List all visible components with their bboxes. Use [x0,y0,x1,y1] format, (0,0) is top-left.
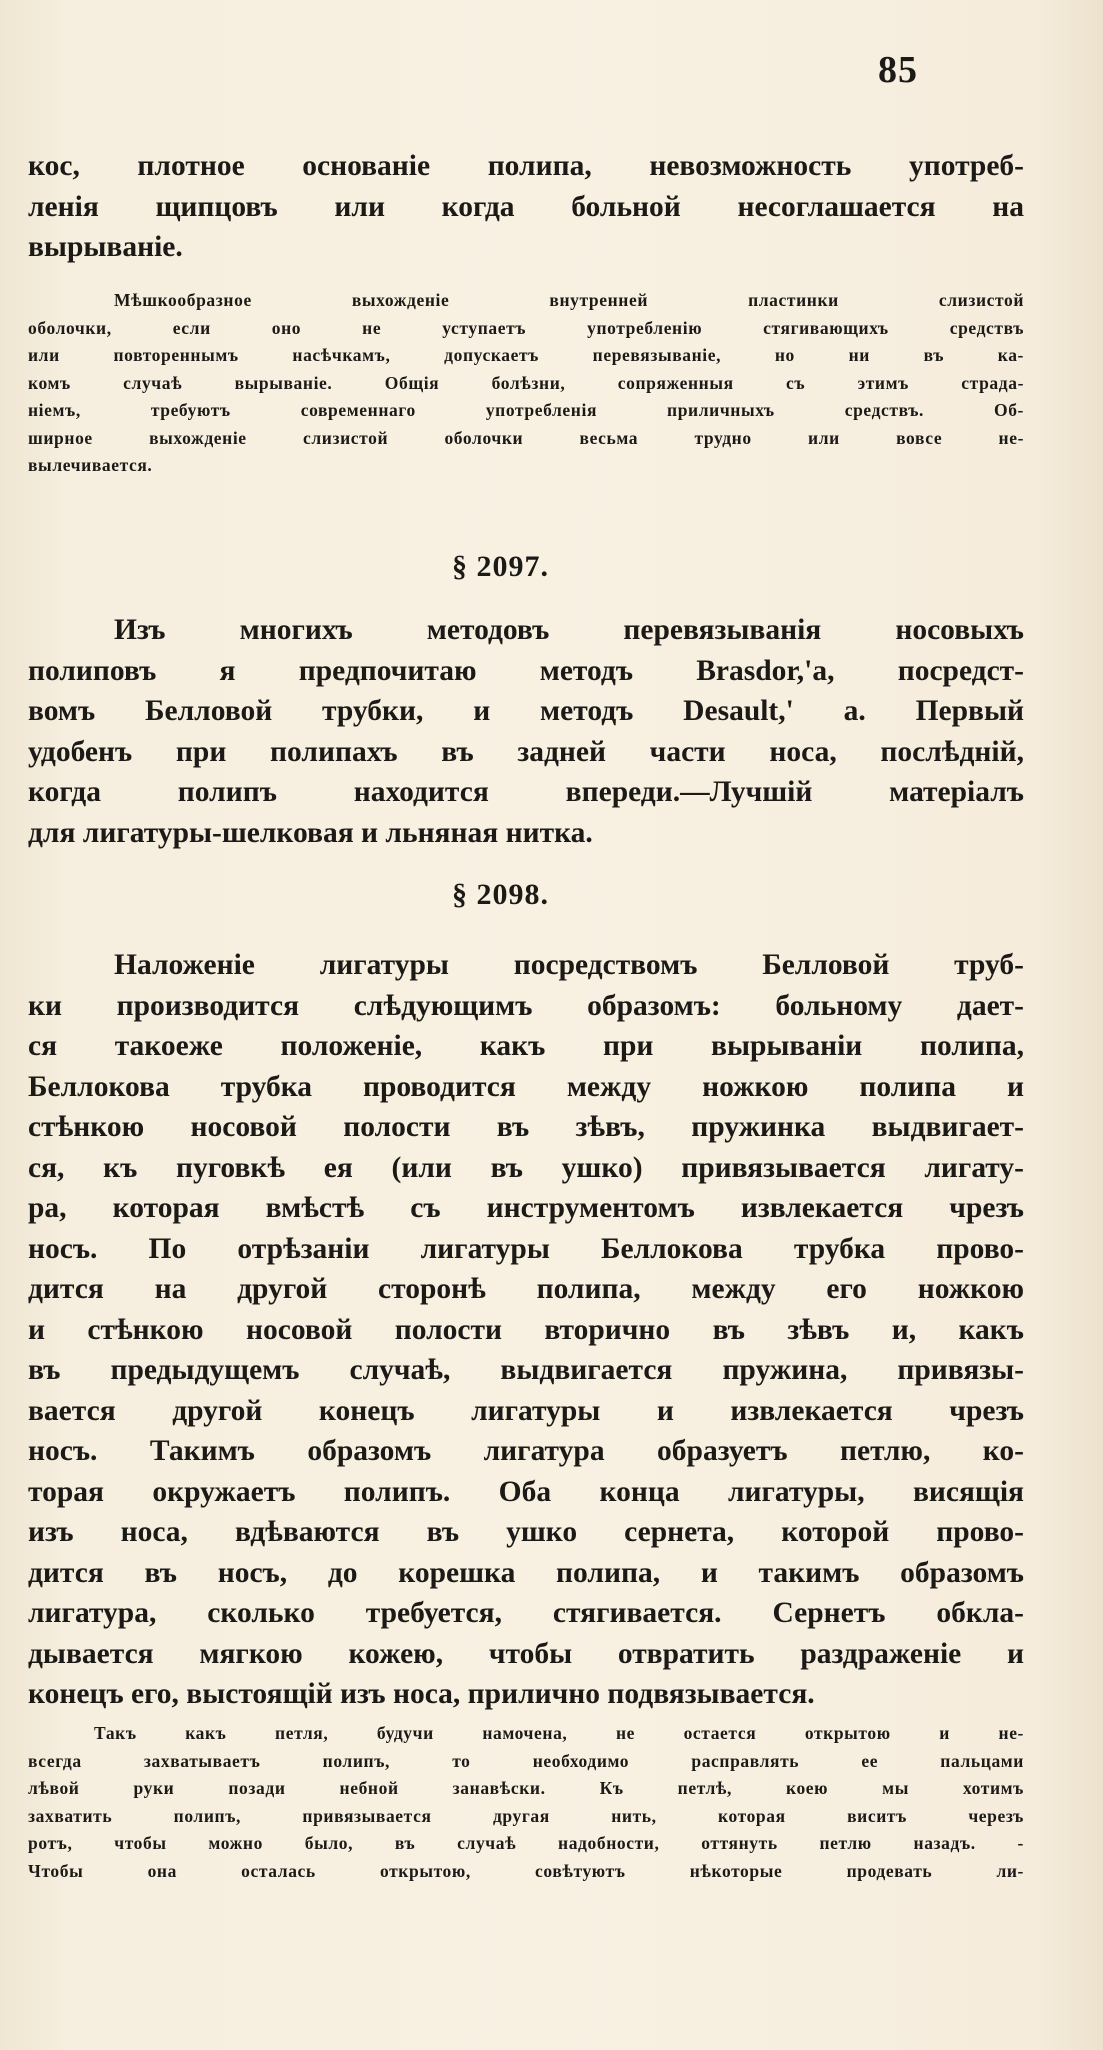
text-line: кос, плотное основаніе полипа, невозможность употреб- [28,150,1024,182]
paragraph-continuation [28,146,1024,268]
text-line: комъ случаѣ вырываніе. Общія болѣзни, сопряженныя съ этимъ страда- [28,372,1024,393]
text-line: Беллокова трубка проводится между ножкою полипа и [28,1070,1024,1103]
text-line: изъ носа, вдѣваются въ ушко сернета, которой прово- [28,1516,1024,1548]
text-line: и стѣнкою носовой полости вторично въ зѣвъ и, какъ [28,1313,1024,1346]
text-line: лѣвой руки позади небной занавѣски. Къ петлѣ, коею мы хотимъ [28,1778,1024,1798]
text-line: полиповъ я предпочитаю методъ Brasdor,'а, посредст- [28,654,1024,687]
text-line: удобенъ при полипахъ въ задней части носа, послѣдній, [28,735,1024,768]
section-2097-body [28,610,1024,853]
text-line: ширное выхожденіе слизистой оболочки весьма трудно или вовсе не- [28,427,1024,448]
page-number: 85 [878,49,918,91]
text-line: оболочки, если оно не уступаетъ употребленію стягивающихъ средствъ [28,317,1024,338]
text-line: носъ. Такимъ образомъ лигатура образуетъ петлю, ко- [28,1435,1024,1467]
text-line: дится на другой сторонѣ полипа, между его ножкою [28,1273,1024,1305]
text-line: вырываніе. [28,231,183,263]
text-line: вается другой конецъ лигатуры и извлекается чрезъ [28,1394,1024,1427]
small-print-note [28,287,1024,480]
text-line: дится въ носъ, до корешка полипа, и такимъ образомъ [28,1556,1024,1589]
text-line: дывается мягкою кожею, чтобы отвратить раздраженіе и [28,1637,1024,1670]
text-line: ніемъ, требуютъ современнаго употребленія приличныхъ средствъ. Об- [28,400,1024,420]
text-line: стѣнкою носовой полости въ зѣвъ, пружинка выдвигает- [28,1111,1024,1143]
text-line: Мѣшкообразное выхожденіе внутренней пластинки слизистой [114,290,1024,310]
text-line: Такъ какъ петля, будучи намочена, не остается открытою и не- [94,1723,1024,1743]
section-heading-2097: § 2097. [452,550,549,583]
text-line: носъ. По отрѣзаніи лигатуры Беллокова трубка прово- [28,1232,1024,1265]
section-2098-body [28,945,1024,1715]
text-line: ки производится слѣдующимъ образомъ: больному дает- [28,989,1024,1022]
text-line: ся, къ пуговкѣ ея (или въ ушко) привязывается лигату- [28,1151,1024,1184]
text-line: въ предыдущемъ случаѣ, выдвигается пружина, привязы- [28,1354,1024,1386]
text-line: когда полипъ находится впереди.—Лучшій матеріалъ [28,776,1024,808]
section-heading-2098: § 2098. [452,878,549,911]
text-line: для лигатуры-шелковая и льняная нитка. [28,816,593,849]
text-line: вомъ Белловой трубки, и методъ Desault,' а. Первый [28,695,1024,727]
text-line: или повтореннымъ насѣчкамъ, допускаетъ перевязываніе, но ни въ ка- [28,345,1024,365]
text-line: Наложеніе лигатуры посредствомъ Белловой труб- [114,949,1024,981]
text-line: конецъ его, выстоящій изъ носа, прилично подвязывается. [28,1678,815,1710]
text-line: лигатура, сколько требуется, стягивается. Сернетъ обкла- [28,1597,1024,1629]
text-line: ротъ, чтобы можно было, въ случаѣ надобности, оттянуть петлю назадъ. - [28,1833,1024,1853]
text-line: Изъ многихъ методовъ перевязыванія носовыхъ [114,614,1024,646]
text-line: ленія щипцовъ или когда больной несоглашается на [28,190,1024,223]
small-print-note [28,1720,1024,1885]
text-line: ра, которая вмѣстѣ съ инструментомъ извлекается чрезъ [28,1192,1024,1224]
text-line: вылечивается. [28,455,153,475]
text-line: ся такоеже положеніе, какъ при вырываніи полипа, [28,1030,1024,1062]
text-line: Чтобы она осталась открытою, совѣтуютъ нѣкоторые продевать ли- [28,1860,1024,1881]
text-line: всегда захватываетъ полипъ, то необходимо расправлять ее пальцами [28,1750,1024,1771]
text-line: захватить полипъ, привязывается другая нить, которая виситъ черезъ [28,1805,1024,1826]
text-line: торая окружаетъ полипъ. Оба конца лигатуры, висящія [28,1475,1024,1508]
